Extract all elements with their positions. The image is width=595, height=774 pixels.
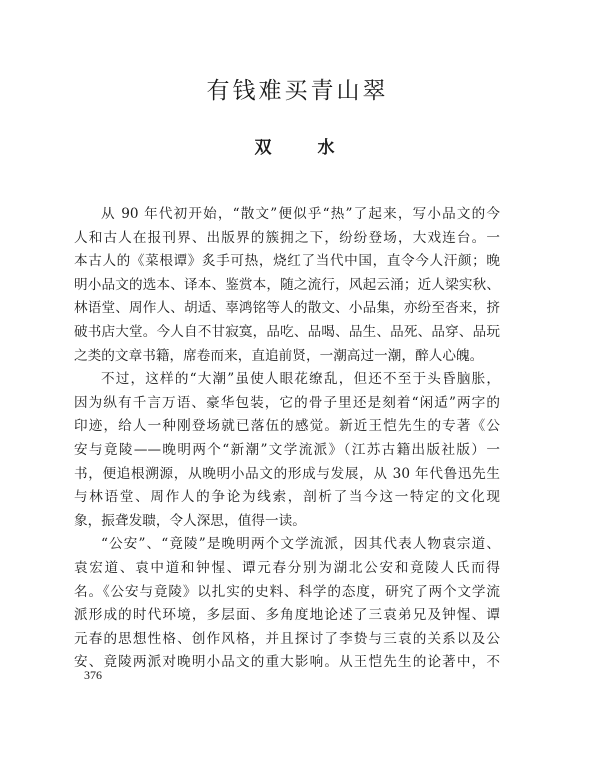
article-body <box>74 203 500 675</box>
body-line: 从 90 年代初开始，“散文”便似乎“热”了起来，写小品文的今 <box>101 206 500 222</box>
body-line: 林语堂、周作人、胡适、辜鸿铭等人的散文、小品集，亦纷至沓来，挤 <box>74 300 500 317</box>
body-line: 破书店大堂。今人自不甘寂寞，品吃、品喝、品生、品死、品穿、品玩 <box>74 323 500 340</box>
body-line: 因为纵有千言万语、豪华包装，它的骨子里还是刻着“闲适”两字的 <box>74 394 500 411</box>
body-line: 明小品文的选本、译本、鉴赏本，随之流行，风起云涌；近人梁实秋、 <box>74 276 500 293</box>
body-line: 名。《公安与竟陵》以扎实的史料、科学的态度，研究了两个文学流 <box>74 583 500 600</box>
body-line: 书，便追根溯源，从晚明小品文的形成与发展，从 30 年代鲁迅先生 <box>74 465 500 482</box>
body-line: “公安”、“竟陵”是晚明两个文学流派，因其代表人物袁宗道、 <box>101 536 500 553</box>
body-line: 印迹，给人一种刚登场就已落伍的感觉。新近王恺先生的专著《公 <box>74 418 500 435</box>
body-line: 安、竟陵两派对晚明小品文的重大影响。从王恺先生的论著中，不 <box>74 654 500 671</box>
body-line: 本古人的《菜根谭》炙手可热，烧红了当代中国，直令今人汗颜；晚 <box>74 253 500 270</box>
body-line: 派形成的时代环境，多层面、多角度地论述了三袁弟兄及钟惺、谭 <box>74 607 500 624</box>
page-number: 376 <box>84 668 102 682</box>
body-line: 与林语堂、周作人的争论为线索，剖析了当今这一特定的文化现 <box>74 489 500 506</box>
body-line: 袁宏道、袁中道和钟惺、谭元春分别为湖北公安和竟陵人氏而得 <box>74 559 500 576</box>
article-author: 双 水 <box>254 138 355 158</box>
body-line: 象，振聋发聩，令人深思，值得一读。 <box>74 512 306 529</box>
body-line: 之类的文章书籍，席卷而来，直追前贤，一潮高过一潮，醉人心魄。 <box>74 347 484 364</box>
body-line: 安与竟陵——晚明两个“新潮”文学流派》（江苏古籍出版社版）一 <box>74 441 500 458</box>
article-title: 有钱难买青山翠 <box>206 78 389 104</box>
body-line: 人和古人在报刊界、出版界的簇拥之下，纷纷登场，大戏连台。一 <box>74 229 500 246</box>
body-line: 不过，这样的“大潮”虽使人眼花缭乱，但还不至于头昏脑胀， <box>101 371 500 388</box>
body-line: 元春的思想性格、创作风格，并且探讨了李贽与三袁的关系以及公 <box>74 630 500 647</box>
